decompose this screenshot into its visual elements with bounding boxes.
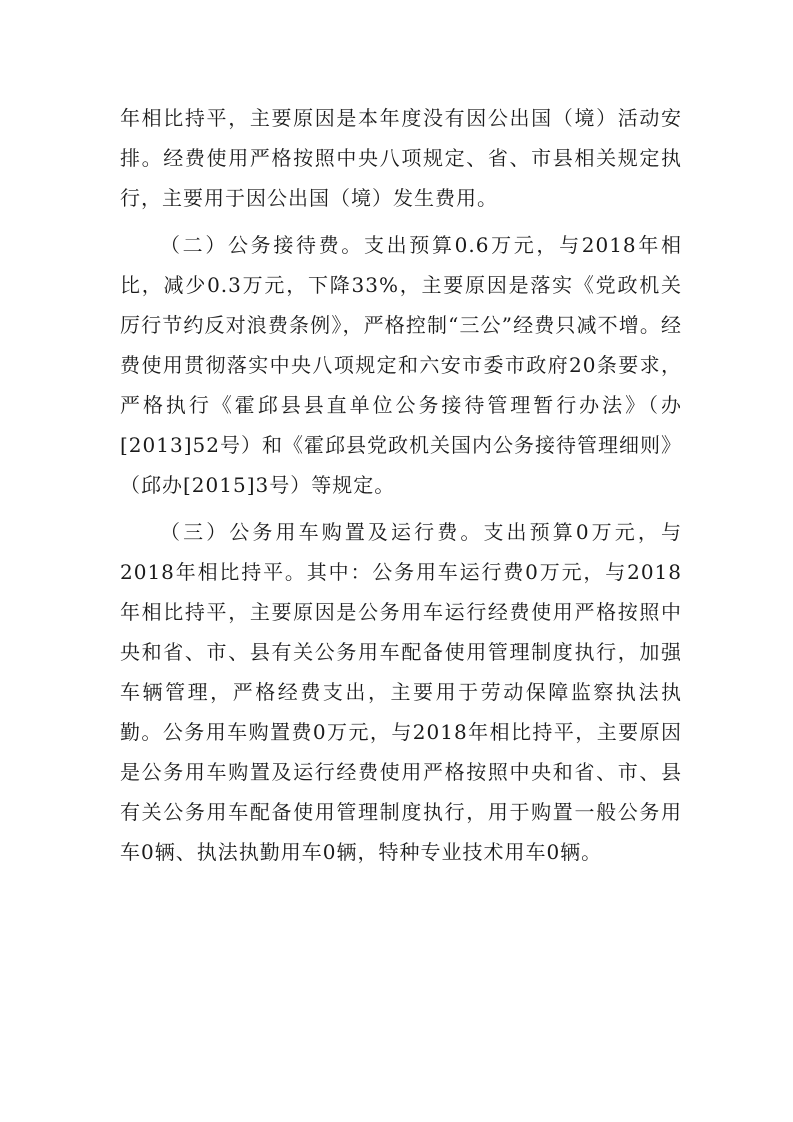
paragraph-reception-expenses: （二）公务接待费。支出预算0.6万元，与2018年相比，减少0.3万元，下降33%，主要原因是落实《党政机关厉行节约反对浪费条例》，严格控制“三公”经费只减不增。经费使用贯彻落实中央八项规定和六安市委市政府20条要求，严格执行《霍邱县县直单位公务接待管理暂行办法》（办[2013]52号）和《霍邱县党政机关国内公务接待管理细则》（邱办[2015]3号）等规定。 — [120, 233, 682, 497]
paragraph-continuation: 年相比持平，主要原因是本年度没有因公出国（境）活动安排。经费使用严格按照中央八项规定、省、市县相关规定执行，主要用于因公出国（境）发生费用。 — [120, 106, 682, 210]
paragraph-vehicle-expenses: （三）公务用车购置及运行费。支出预算0万元，与2018年相比持平。其中：公务用车运行费0万元，与2018年相比持平，主要原因是公务用车运行经费使用严格按照中央和省、市、县有关公务用车配备使用管理制度执行，加强车辆管理，严格经费支出，主要用于劳动保障监察执法执勤。公务用车购置费0万元，与2018年相比持平，主要原因是公务用车购置及运行经费使用严格按照中央和省、市、县有关公务用车配备使用管理制度执行，用于购置一般公务用车0辆、执法执勤用车0辆，特种专业技术用车0辆。 — [120, 520, 682, 864]
document-body — [120, 98, 682, 872]
